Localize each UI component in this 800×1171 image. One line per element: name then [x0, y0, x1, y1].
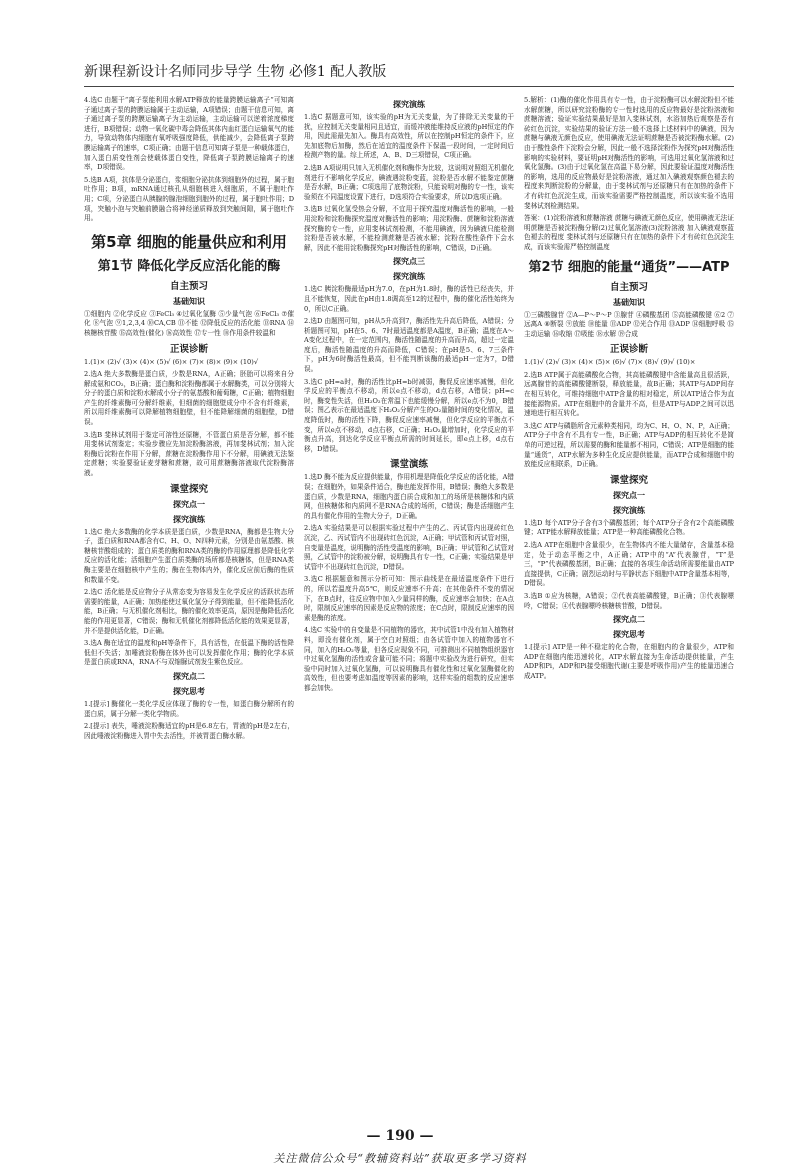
page-header	[84, 60, 734, 87]
subheading: 探究演练	[393, 100, 425, 109]
paragraph: 3.选B 斐林试剂用于鉴定可溶性还原糖，不管蛋白质是否分解，都不能用斐林试剂鉴定；实验步骤应先加淀粉酶溶液，再加斐林试剂；加入淀粉酶后淀粉在作用下分解，蔗糖在淀粉酶作用下不分解，用碘液无法鉴定蔗糖；实验要验证麦芽糖和蔗糖，故可用蔗糖酶溶液取代淀粉酶溶液。	[84, 430, 294, 478]
paragraph: 2.选A ATP在细胞中含量很少，在生物体内不能大量储存，含量基本稳定，处于动态平衡之中，A正确；ATP中的“A”代表腺苷，“T”是三，“P”代表磷酸基团，B正确；直接的各项生命活动所需要能量由ATP直接提供，C正确；剧烈运动时与平静状态下细胞中ATP含量基本相等，D错误。	[524, 541, 734, 588]
paragraph: 3.选B ①应为核糖，A错误；②代表高能磷酸键，B正确；③代表腺嘌呤，C错误；④代表腺嘌呤核糖核苷酸，D错误。	[524, 591, 734, 610]
column-right	[524, 96, 734, 1114]
chapter-title: 第5章 细胞的能量供应和利用	[91, 232, 287, 251]
heading: 自主预习	[169, 280, 208, 292]
paragraph: 1.选C 胰淀粉酶最适pH为7.0，在pH为1.8时，酶的活性已经丧失，并且不能恢复，因此在pH由1.8调高至12的过程中，酶的催化活性始终为0，所以C正确。	[304, 285, 514, 313]
paragraph: 1.[提示] 酶催化一类化学反应体现了酶的专一性，如蛋白酶分解所有的蛋白质，属于分解一类化学物质。	[84, 699, 294, 718]
heading: 课堂探究	[609, 474, 648, 486]
section-title: 第1节 降低化学反应活化能的酶	[97, 258, 281, 274]
header-title: 新课程新设计名师同步导学 生物 必修1 配人教版	[84, 64, 387, 80]
heading: 自主预习	[609, 281, 648, 293]
paragraph: 1.选C 绝大多数酶的化学本质是蛋白质，少数是RNA，酶都是生物大分子，蛋白质和RNA都含有C、H、O、N四种元素，分别是由氨基酸、核糖核苷酸组成的；蛋白质类的酶和RNA类的酶的作用原理都是降低化学反应的活化能；活细胞产生蛋白质类酶的场所都是核糖体，但是RNA类酶主要是在细胞核中产生的；酶在生物体内外，催化反应前后酶的性质和数量不变。	[84, 527, 294, 584]
heading: 正误诊断	[609, 344, 648, 356]
subheading: 探究演练	[613, 505, 645, 515]
subheading: 探究点二	[613, 615, 645, 625]
paragraph: 3.选C 根据题意和图示分析可知：图示曲线是在最适温度条件下进行的，所以若温度升高5℃，则反应速率不升高；在其他条件不变的情况下，在B点时，往反应物中加入少量同样的酶，反应速率会加快；在A点时，限制反应速率的因素是反应物的浓度；在C点时，限制反应速率的因素是酶的浓度。	[304, 575, 514, 622]
subheading: 探究思考	[173, 686, 205, 696]
paragraph: 3.选A 酶在适宜的温度和pH等条件下，具有活性，在低温下酶的活性降低但不失活；加唾液淀粉酶在体外也可以发挥催化作用；酶的化学本质是蛋白质或RNA，RNA不与双缩脲试剂发生紫色反应。	[84, 639, 294, 667]
footer-watermark: 关注微信公众号“教辅资料站”获取更多学习资料	[273, 1152, 527, 1165]
paragraph: 3.选B 过氧化氢受热会分解，不宜用于探究温度对酶活性的影响，一般用淀粉和淀粉酶探究温度对酶活性的影响；用淀粉酶、蔗糖和淀粉溶液探究酶的专一性，应用斐林试剂检测，不能用碘液，因为碘液只能检测淀粉是否被水解，不能检测蔗糖是否被水解；淀粉在酸性条件下会水解，因此不能用淀粉酶探究pH对酶活性的影响，C错误，D正确。	[304, 205, 514, 252]
paragraph: ①细胞内 ②化学反应 ③FeCl₃ ④过氧化氢酶 ⑤少量气泡 ⑥FeCl₃ ⑦催化 ⑧气泡 ⑨1,2,3,4 ⑩CA,CB ⑪不能 ⑫降低反应的活化能 ⑬RNA ⑭核糖核苷酸 ⑮高效性(催化) ⑯高效性 ⑰专一性 ⑱作用条件较温和	[84, 309, 294, 337]
subheading: 基础知识	[613, 297, 645, 307]
paragraph: 1.(1)√ (2)√ (3)× (4)× (5)× (6)√ (7)× (8)√ (9)√ (10)×	[524, 358, 696, 367]
paragraph: 1.选C 据题意可知，该实验的pH为无关变量，为了排除无关变量的干扰，应控制无关变量相同且适宜，而缓冲液能维持反应液的pH恒定的作用，因此需最先加入。酶具有高效性，所以在控制pH恒定的条件下，应先加底物后加酶，然后在适宜的温度条件下保温一段时间，一定时间后检测产物的量。综上所述，A、B、D三项错误，C项正确。	[304, 113, 514, 160]
paragraph: 2.[提示] 表失，唾液淀粉酶适宜的pH是6.8左右，胃液的pH是2左右，因此唾液淀粉酶进入胃中失去活性，并被胃蛋白酶水解。	[84, 722, 294, 740]
paragraph: 3.选C pH=a时，酶的活性比pH=b时减弱，酶促反应速率减慢，但化学反应的平衡点不移动，所以e点不移动，d点右移，A错误；pH=c时，酶变性失活，但H₂O₂在常温下也能缓慢分解，所以e点不为0，B错误；图乙表示在最适温度下H₂O₂分解产生的O₂量随时间的变化情况，温度降低时，酶的活性下降，酶促反应速率减慢，但化学反应的平衡点不变，所以e点不移动，d点右移，C正确；H₂O₂量增加时，化学反应的平衡点升高，到达化学反应平衡点所需的时间延长，即e点上移，d点右移，D错误。	[304, 377, 514, 453]
subheading: 探究点二	[173, 671, 205, 681]
paragraph: 2.选C 活化能是反应物分子从常态变为容易发生化学反应的活跃状态所需要的能量，A正确；加热能使过氧化氢分子得到能量，但不能降低活化能，B正确；与无机催化剂相比，酶的催化效率更高，原因是酶降低活化能的作用更显著，C错误；酶和无机催化剂都降低活化能的效果更显著，并不是提供活化能，D正确。	[84, 588, 294, 635]
subheading: 探究演练	[173, 514, 205, 524]
heading: 课堂探究	[169, 483, 208, 495]
paragraph: 1.选D 每个ATP分子含有3个磷酸基团；每个ATP分子含有2个高能磷酸键；ATP能水解释放能量；ATP是一种高能磷酸化合物。	[524, 518, 734, 537]
column-middle	[304, 96, 514, 1114]
paragraph: 2.选B ATP属于高能磷酸化合物，其高能磷酸键中含能量高且很活跃，远离腺苷的高能磷酸键断裂，释放能量，故B正确；其ATP与ADP间存在相互转化，可维持细胞中ATP含量的相对稳定，所以ATP适合作为直接能源物质。ATP在细胞中的含量并不高，但是ATP与ADP之间可以迅速地进行相互转化。	[524, 370, 734, 418]
column-left	[84, 96, 294, 1114]
section-title: 第2节 细胞的能量“通货”——ATP	[528, 259, 730, 275]
paragraph: 4.选C 实验中的自变量是不同植物的器官，其中试管1中没有加入植物材料，即没有催化剂，属于空白对照组；由各试管中加入的植物器官不同，加入的H₂O₂等量，但各反应现象不同，可推测出不同植物组织器官中过氧化氢酶的活性或含量可能不同；将题中实验改为进行研究，但实验中同时加入过氧化氢酶，可以说明酶具有催化性和过氧化氢酶催化的高效性，但也要考虑如温度等因素的影响，这样实验的组数的反应速率都会加快。	[304, 626, 514, 692]
subheading: 探究演练	[393, 272, 425, 282]
page-number: — 190 —	[366, 1128, 434, 1144]
paragraph: 1.选D 酶不能为反应提供能量，作用机理是降低化学反应的活化能，A错误；在细胞外，如果条件适合，酶也能发挥作用，B错误；酶绝大多数是蛋白质，少数是RNA，细胞内蛋白质合成和加工的场所是核糖体和内质网，但核糖体和内质网不是RNA合成的场所，C错误；酶是活细胞产生的具有催化作用的生物大分子，D正确。	[304, 473, 514, 520]
subheading: 探究点一	[613, 490, 645, 500]
paragraph: 答案：(1)淀粉溶液和蔗糖溶液 蔗糖与碘液无颜色反应，使用碘液无法证明蔗糖是否被淀粉酶分解(2)过氧化氢溶液(3)淀粉溶液 加入碘液观察蓝色褪去的程度 斐林试剂与还原糖只有在加热的条件下才有砖红色沉淀生成，而该实验需严格控制温度	[524, 214, 734, 251]
paragraph: 3.选C ATP与磷脂所含元素种类相同，均为C、H、O、N、P，A正确；ATP分子中含有不具有专一性，B正确；ATP与ADP的相互转化不是简单的可逆过程，所以需要的酶和能量都不相同，C错误；ATP是细胞的能量“通货”，ATP水解为多种生化反应提供能量，而ATP合成和细胞中的放能反应相联系，D正确。	[524, 421, 734, 469]
paragraph: 2.选A 绝大多数酶是蛋白质，少数是RNA，A正确；胚胎可以将来自分解成氨和CO₂，B正确；蛋白酶和淀粉酶都属于水解酶类，可以分别将大分子的蛋白质和淀粉水解成小分子的氨基酸和葡萄糖，C正确；植物细胞产生的纤维素酶可分解纤维素，但细菌的细胞壁成分中不含有纤维素，所以用纤维素酶可以降解植物细胞壁，但不能降解细菌的细胞壁，D错误。	[84, 370, 294, 427]
paragraph: 5.选B A项，抗体是分泌蛋白，浆细胞分泌抗体到细胞外的过程，属于胞吐作用；B项，mRNA通过核孔从细胞核进入细胞质，不属于胞吐作用；C项，分泌蛋白从胰腺的腺泡细胞到胞外的过程，属于胞吐作用；D项，突触小泡与突触前膜融合将神经递质释放到突触间隙，属于胞吐作用。	[84, 175, 294, 223]
paragraph: 2.选D 由题图可知，pH从5升高到7，酶活性先升高后降低，A错误；分析题图可知，pH在5、6、7时最适温度都是A温度，B正确；温度在A～A变化过程中，在一定范围内，酶活性随温度的升高而升高，超过一定温度后，酶活性随温度的升高而降低，C错误；在pH是5、6、7三条件下，pH为6时酶活性最高，但不能判断该酶的最适pH一定为7，D错误。	[304, 317, 514, 374]
subheading: 探究点三	[393, 257, 425, 267]
heading: 正误诊断	[169, 343, 208, 355]
subheading: 探究思考	[613, 630, 645, 640]
paragraph: 1.(1)× (2)√ (3)× (4)× (5)√ (6)× (7)× (8)× (9)× (10)√	[84, 357, 259, 366]
subheading: 探究点一	[173, 499, 205, 509]
heading: 课堂演练	[389, 459, 428, 471]
paragraph: 5.解析：(1)酶的催化作用具有专一性，由于淀粉酶可以水解淀粉但不能水解蔗糖，所以研究淀粉酶的专一性时选用的反应物最好是淀粉溶液和蔗糖溶液；验证实验结果最好是加入斐林试剂，水浴加热后观察是否有砖红色沉淀，实验结果的验证方法一般不选择上述材料中的碘液，因为蔗糖与碘液无颜色反应，使用碘液无法证明蔗糖是否被淀粉酶水解。(2)由于酸性条件下淀粉会分解，因此一般不选择淀粉作为探究pH对酶活性影响的实验材料，要证明pH对酶活性的影响，可选用过氧化氢溶液和过氧化氢酶。(3)由于过氧化氢在高温下易分解，因此要验证温度对酶活性的影响，选用的反应物最好是淀粉溶液，通过加入碘液观察颜色褪去的程度来判断淀粉的分解量，由于斐林试剂与还原糖只有在加热的条件下才有砖红色沉淀生成，而该实验需要严格控制温度，所以该实验不选用斐林试剂检测结果。	[524, 96, 734, 210]
paragraph: 2.选B A项说明只加入无机催化剂和酶作为比较，这说明对照组无机催化剂进行不影响化学反应，碘液遇淀粉变蓝，淀粉是否水解不能鉴定蔗糖是否水解，B正确；C项选用了底物淀粉，只能说明对酶的专一性，该实验须在不同温度设置下进行，D选项符合实验要求，所以D选项正确。	[304, 163, 514, 201]
paragraph: 1.[提示] ATP是一种不稳定的化合物，在细胞内的含量很少，ATP和ADP在细胞内能迅速转化，ATP水解直接为生命活动提供能量，产生ADP和Pi，ADP和Pi接受细胞代谢(主要是呼吸作用)产生的能量迅速合成ATP。	[524, 643, 734, 680]
page-body	[84, 96, 734, 1114]
subheading: 基础知识	[173, 296, 205, 306]
paragraph: 2.选A 实验结果是可以根据实验过程中产生的乙、丙试管内出现砖红色沉淀，乙、丙试管内不出现砖红色沉淀，A正确；甲试管和丙试管对照，自变量是温度，说明酶的活性受温度的影响，B正确；甲试管和乙试管对照，乙试管中的淀粉被分解，说明酶具有专一性，C正确；实验结果是甲试管中不出现砖红色沉淀，D错误。	[304, 524, 514, 571]
paragraph: 4.选C 由题干“离子泵能利用水解ATP释放的能量跨膜运输离子”可知离子通过离子泵的跨膜运输属于主动运输，A项错误；由题干信息可知，离子通过离子泵的跨膜运输离子为主动运输，主动运输可以逆着浓度梯度进行，B项错误；动物一氧化碳中毒会降低其体内血红蛋白运输氧气的能力，导致动物体内细胞有氧呼吸强度降低，供能减少，会降低离子泵跨膜运输离子的速率，C项正确；由题干信息可知离子泵是一种载体蛋白，加入蛋白质变性剂会使载体蛋白变性，降低离子泵跨膜运输离子的速率，D项错误。	[84, 96, 294, 172]
paragraph: ①三磷酸腺苷 ②A—P～P～P ③腺苷 ④磷酸基团 ⑤高能磷酸键 ⑥2 ⑦远离A ⑧断裂 ⑨放能 ⑩能量 ⑪ADP ⑫光合作用 ⑬ADP ⑭细胞呼吸 ⑮主动运输 ⑯收缩 ⑰吸能 ⑱水解 ⑲合成	[524, 310, 734, 338]
